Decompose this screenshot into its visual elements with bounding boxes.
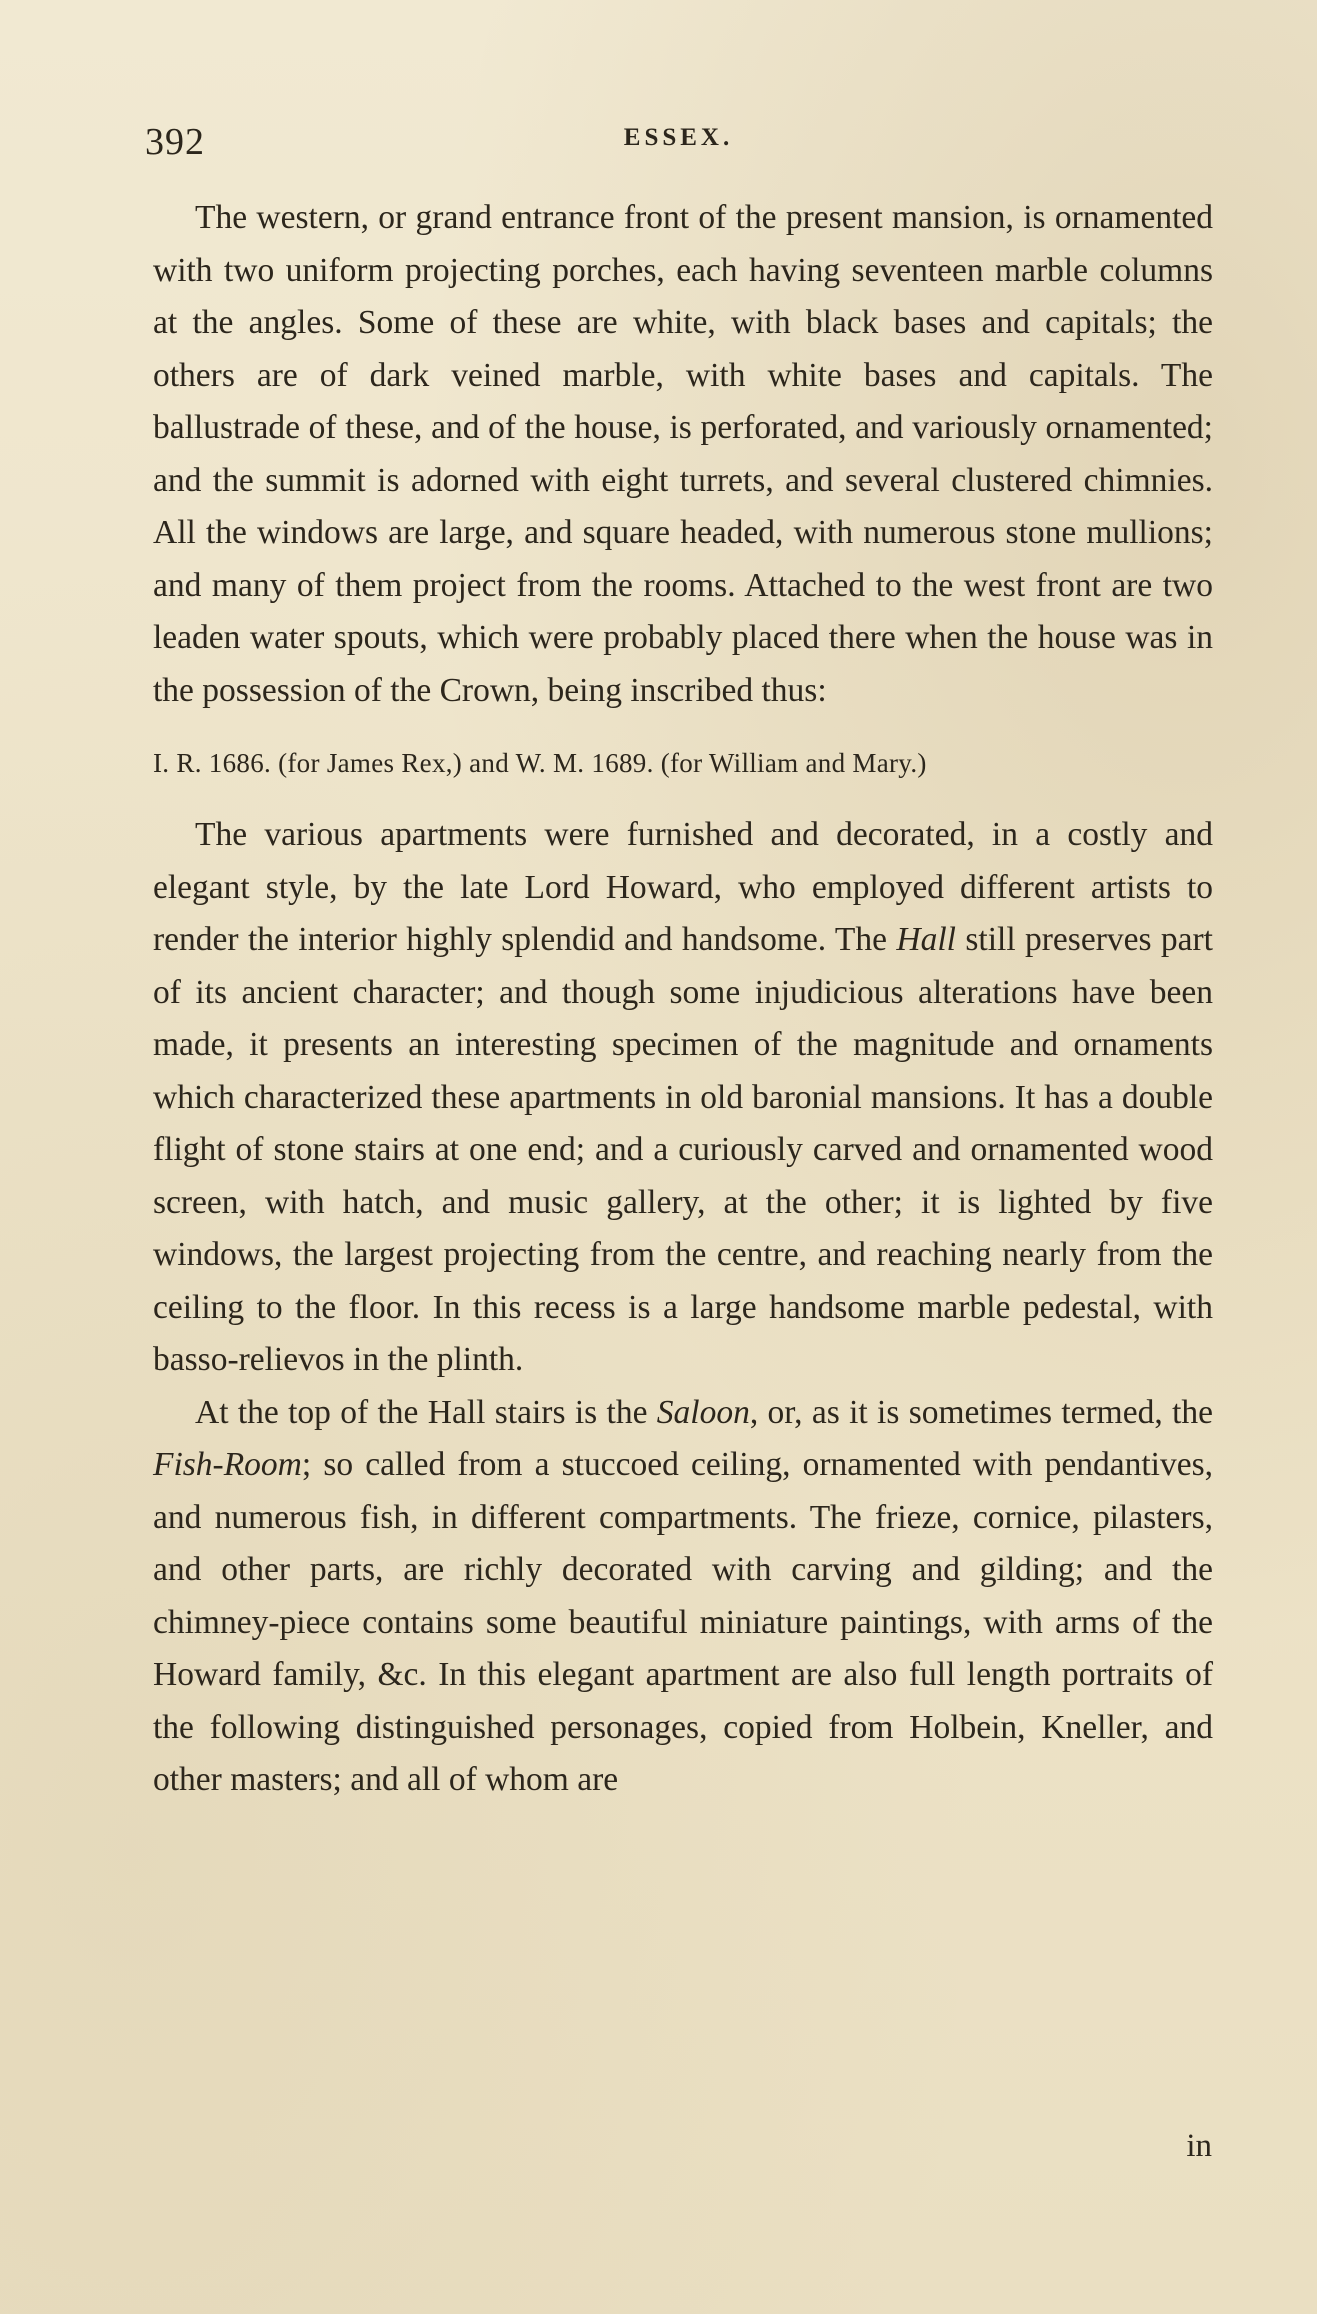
paragraph-western-front: The western, or grand entrance front of the present mansion, is ornamented with two uniform projecting porches, each having seventeen marble columns at the angles. Some of these are white, with black bases and capitals; the others are of dark veined marble, with white bases and capitals. The ballustrade of these, and of the house, is perforated, and variously ornamented; and the summit is adorned with eight turrets, and several clustered chimnies. All the windows are large, and square headed, with numerous stone mullions; and many of them project from the rooms. Attached to the west front are two leaden water spouts, which were probably placed there when the house was in the possession of the Crown, being inscribed thus: — [153, 199, 1213, 709]
page-number: 392 — [145, 121, 205, 163]
catchword: in — [1186, 2128, 1212, 2164]
text-run: , or, as it is sometimes termed, the — [749, 1393, 1213, 1431]
text-run: still preserves part of its ancient character; and though some injudicious alterations have been made, it presents an interesting specimen of the magnitude and ornaments which characterized these apartments in old baronial mansions. It has a double flight of stone stairs at one end; and a curiously carved and ornamented wood screen, with hatch, and music gallery, at the other; it is lighted by five windows, the largest projecting from the centre, and reaching nearly from the ceiling to the floor. In this recess is a large handsome marble pedestal, with basso-relievos in the plinth. — [153, 921, 1213, 1378]
italic-saloon: Saloon — [656, 1393, 750, 1431]
text-run: The various apartments were furnished and decorated, in a costly and elegant style, by the late Lord Howard, who employed different artists to render the interior highly splendid and handsome. The — [153, 816, 1213, 958]
inscription-line: I. R. 1686. (for James Rex,) and W. M. 1689. (for William and Mary.) — [153, 748, 927, 778]
running-head: ESSEX. — [623, 124, 734, 151]
text-run: At the top of the Hall stairs is the — [195, 1393, 657, 1431]
paragraph-saloon — [153, 1387, 1213, 1807]
paragraph-apartments — [153, 809, 1213, 1387]
italic-fish-room: Fish-Room — [153, 1446, 302, 1483]
body-text — [153, 192, 1213, 1807]
italic-hall: Hall — [896, 921, 956, 958]
text-run: ; so called from a stuccoed ceiling, ornamented with pendantives, and numerous fish, in different compartments. The frieze, cornice, pilasters, and other parts, are richly decorated with carving and gilding; and the chimney-piece contains some beautiful miniature paintings, with arms of the Howard family, &c. In this elegant apartment are also full length portraits of the following distinguished personages, copied from Holbein, Kneller, and other masters; and all of whom are — [153, 1446, 1213, 1798]
